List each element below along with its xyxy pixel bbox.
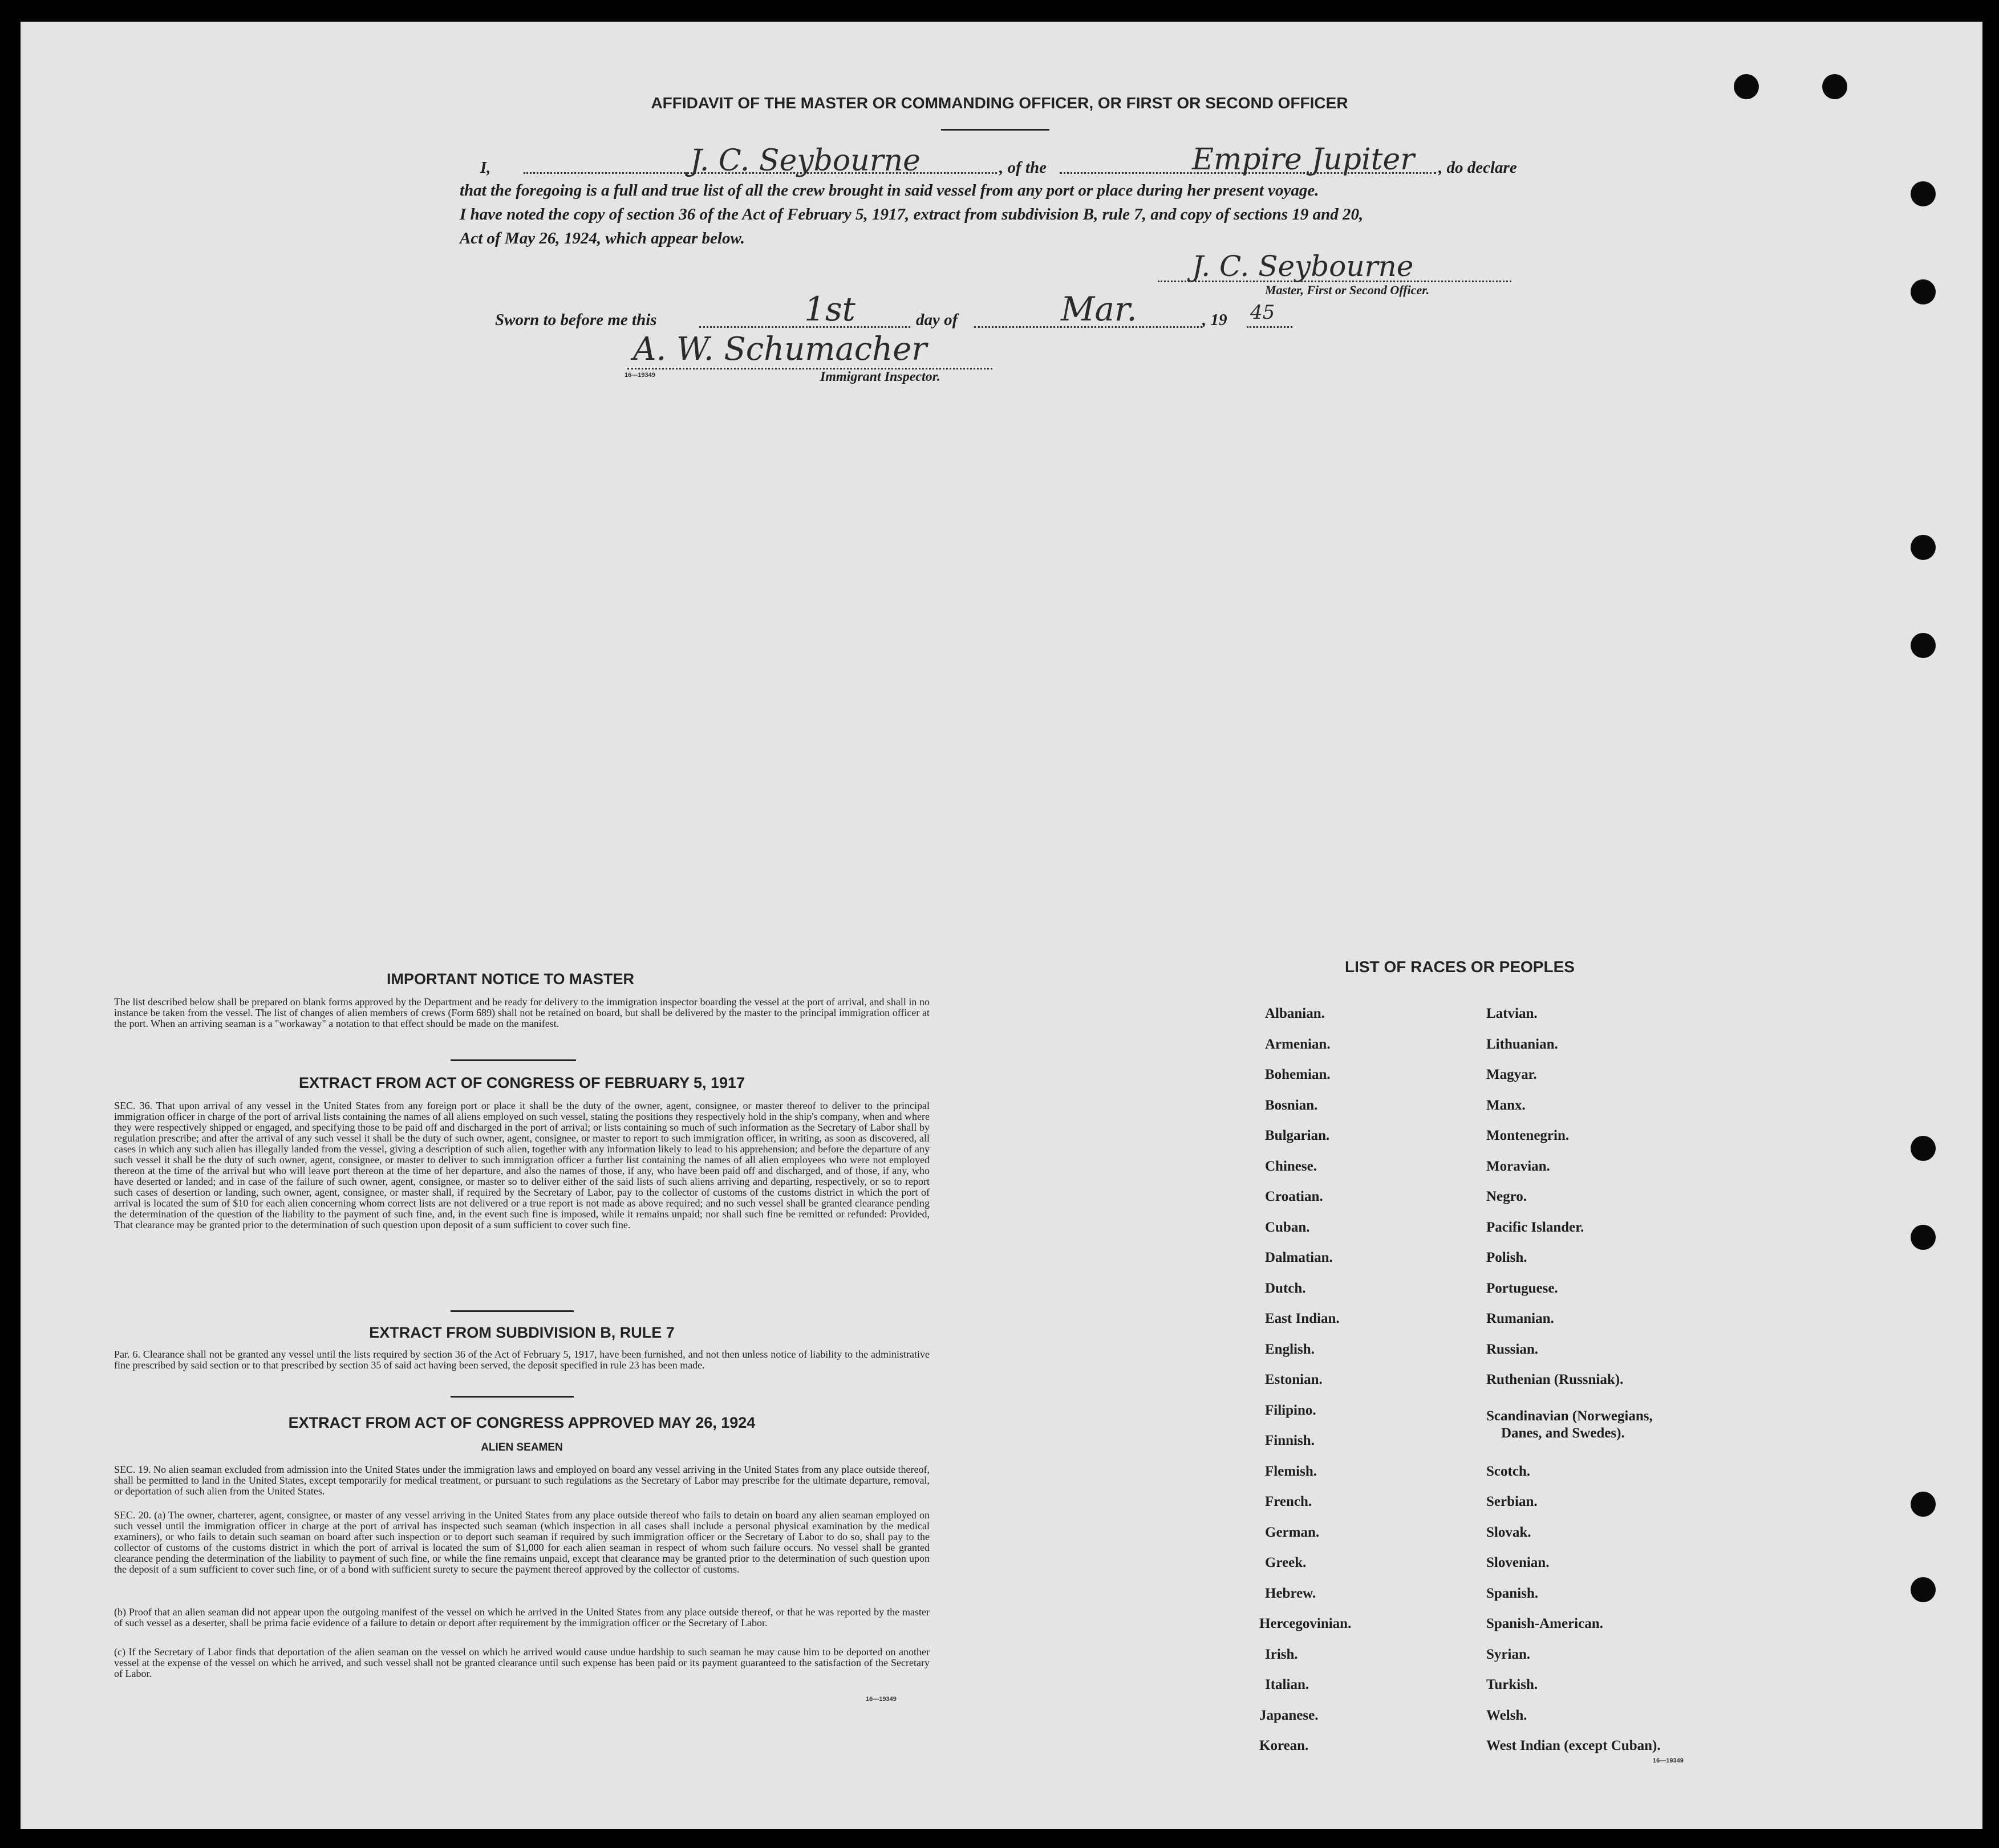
race-item: Manx.	[1486, 1097, 1526, 1113]
race-item: Ruthenian (Russniak).	[1486, 1372, 1624, 1387]
inspector-signature: A. W. Schumacher	[633, 331, 927, 368]
affidavit-line-3: I have noted the copy of section 36 of the Act of February 5, 1917, extract from subdivision B, rule 7, and copy of sections 19 and 20,	[460, 205, 1364, 224]
race-item: Cuban.	[1265, 1219, 1310, 1235]
affidavit-line-4: Act of May 26, 1924, which appear below.	[460, 229, 745, 247]
extract-1917-title: EXTRACT FROM ACT OF CONGRESS OF FEBRUARY 5, 1917	[298, 1074, 745, 1091]
race-item: West Indian (except Cuban).	[1486, 1738, 1661, 1753]
race-item: Montenegrin.	[1486, 1128, 1570, 1143]
race-item: East Indian.	[1265, 1311, 1340, 1326]
notice-text: The list described below shall be prepared on blank forms approved by the Department and be ready for delivery to the immigration inspector boarding the vessel at the port of arrival, and shall in no instance be taken from the vessel. The list of changes of alien members of crews (Form 689) shall not be retained on board, but shall be delivered by the master to the principal immigration officer at the port. When an arriving seaman is a "workaway" a notation to that effect should be made on the manifest.	[114, 996, 930, 1029]
master-caption: Master, First or Second Officer.	[1265, 283, 1430, 297]
race-item: Flemish.	[1265, 1463, 1317, 1479]
race-item: Hebrew.	[1265, 1585, 1316, 1601]
extract-rule7-divider	[451, 1396, 574, 1398]
race-item: German.	[1265, 1524, 1320, 1540]
binder-hole	[1911, 1136, 1936, 1161]
race-item: Filipino.	[1265, 1402, 1316, 1418]
race-item: Rumanian.	[1486, 1311, 1554, 1326]
extract-1924-sec20b: (b) Proof that an alien seaman did not appear upon the outgoing manifest of the vessel on which he arrived in the United States from any place outside thereof, or that he was reported by the master of such vessel as a deserter, shall be prima facie evidence of a failure to detain or deport after requirement by the immigration officer or the Secretary of Labor.	[114, 1606, 930, 1628]
race-item: Japanese.	[1259, 1707, 1319, 1723]
race-item: Italian.	[1265, 1677, 1309, 1692]
sworn-day: 1st	[804, 290, 855, 328]
binder-hole	[1911, 1577, 1936, 1602]
title-divider	[941, 129, 1049, 131]
extract-1924-sec19: SEC. 19. No alien seaman excluded from admission into the United States under the immigration laws and employed on board any vessel arriving in the United States from any place outside thereof, shall be permitted to land in the United States, except temporarily for medical treatment, or pursuant to such regulations as the Secretary of Labor may prescribe for the ultimate departure, removal, or deportation of such alien from the United States.	[114, 1464, 930, 1497]
race-item: Irish.	[1265, 1646, 1298, 1662]
extract-rule7-title: EXTRACT FROM SUBDIVISION B, RULE 7	[369, 1324, 675, 1341]
affidavit-form-number: 16—19349	[625, 372, 655, 379]
master-name: J. C. Seybourne	[690, 144, 921, 178]
race-item: Bosnian.	[1265, 1097, 1318, 1113]
race-item: Spanish.	[1486, 1585, 1539, 1601]
notice-divider	[451, 1059, 576, 1061]
extract-rule7-text: Par. 6. Clearance shall not be granted any vessel until the lists required by section 36 of the Act of February 5, 1917, have been furnished, and not then unless notice of liability to the administrative fine prescribed by said section or to that prescribed by section 35 of said act having been served, the deposit specified in rule 23 has been made.	[114, 1349, 930, 1371]
master-signature: J. C. Seybourne	[1192, 250, 1414, 283]
binder-hole	[1911, 633, 1936, 658]
race-item: Danes, and Swedes).	[1501, 1425, 1625, 1441]
binder-hole	[1911, 181, 1936, 206]
binder-hole	[1911, 279, 1936, 304]
race-item: Armenian.	[1265, 1036, 1331, 1052]
extract-1924-sec20c: (c) If the Secretary of Labor finds that deportation of the alien seaman on the vessel on which he arrived would cause undue hardship to such seaman he may cause him to be deported on another vessel at the expense of the vessel on which he arrived, and such vessel shall not be granted clearance until such expense has been paid or its payment guaranteed to the satisfaction of the Secretary of Labor.	[114, 1646, 930, 1679]
affidavit-i-label: I,	[480, 159, 491, 177]
binder-hole	[1911, 1225, 1936, 1250]
race-item: Slovenian.	[1486, 1555, 1550, 1570]
extract-1924-title: EXTRACT FROM ACT OF CONGRESS APPROVED MAY 26, 1924	[288, 1414, 756, 1431]
notice-title: IMPORTANT NOTICE TO MASTER	[387, 970, 634, 988]
race-item: Korean.	[1259, 1738, 1309, 1753]
affidavit-title: AFFIDAVIT OF THE MASTER OR COMMANDING OFFICER, OR FIRST OR SECOND OFFICER	[651, 94, 1348, 112]
race-item: Polish.	[1486, 1250, 1527, 1265]
race-item: Dalmatian.	[1265, 1250, 1333, 1265]
race-item: Russian.	[1486, 1341, 1539, 1357]
race-item: Spanish-American.	[1486, 1616, 1603, 1631]
race-item: Lithuanian.	[1486, 1036, 1558, 1052]
race-item: Portuguese.	[1486, 1280, 1558, 1296]
race-item: Hercegovinian.	[1259, 1616, 1352, 1631]
extract-1917-divider	[451, 1310, 574, 1312]
sworn-label: Sworn to before me this	[495, 311, 657, 329]
affidavit-line-2: that the foregoing is a full and true list of all the crew brought in said vessel from any port or place during her present voyage.	[460, 181, 1319, 200]
race-item: Bulgarian.	[1265, 1128, 1330, 1143]
race-item: Moravian.	[1486, 1158, 1550, 1174]
binder-hole	[1911, 535, 1936, 560]
race-item: Finnish.	[1265, 1433, 1315, 1448]
extract-form-number: 16—19349	[866, 1696, 897, 1703]
race-item: Estonian.	[1265, 1372, 1323, 1387]
race-item: Welsh.	[1486, 1707, 1527, 1723]
year-prefix: , 19	[1202, 311, 1227, 329]
race-item: Latvian.	[1486, 1006, 1538, 1021]
race-item: Dutch.	[1265, 1280, 1306, 1296]
race-item: Croatian.	[1265, 1189, 1323, 1204]
race-item: Scotch.	[1486, 1463, 1531, 1479]
vessel-name: Empire Jupiter	[1192, 143, 1415, 177]
binder-hole	[1911, 1492, 1936, 1517]
race-item: Chinese.	[1265, 1158, 1317, 1174]
race-item: Turkish.	[1486, 1677, 1538, 1692]
master-signature-line	[1158, 281, 1511, 282]
race-item: Scandinavian (Norwegians,	[1486, 1408, 1653, 1424]
sworn-month: Mar.	[1061, 290, 1137, 328]
race-item: English.	[1265, 1341, 1315, 1357]
of-the-label: , of the	[999, 159, 1047, 177]
race-item: Magyar.	[1486, 1067, 1537, 1082]
race-item: Syrian.	[1486, 1646, 1531, 1662]
race-item: Slovak.	[1486, 1524, 1531, 1540]
races-form-number: 16—19349	[1653, 1757, 1684, 1764]
races-title: LIST OF RACES OR PEOPLES	[1345, 958, 1575, 976]
year-suffix: 45	[1250, 301, 1275, 324]
race-item: French.	[1265, 1494, 1312, 1509]
day-of-label: day of	[916, 311, 958, 329]
inspector-caption: Immigrant Inspector.	[820, 369, 940, 384]
extract-1924-sec20a: SEC. 20. (a) The owner, charterer, agent, consignee, or master of any vessel arriving in the United States from any place outside thereof who fails to detain on board any alien seaman employed on such vessel until the immigration officer in charge at the port of arrival has inspected such seaman (which inspection in all cases shall include a personal physical examination by the medical examiners), or who fails to detain such seaman on board after such inspection or to deport such seaman if required by such immigration officer or the Secretary of Labor to do so, shall pay to the collector of customs of the customs district in which the port of arrival is located the sum of $1,000 for each alien seaman in respect of whom such failure occurs. No vessel shall be granted clearance pending the determination of the liability to payment of such fine, or while the fine remains unpaid, except that clearance may be granted prior to the determination of such question upon the deposit of a sum sufficient to cover such fine, or of a bond with sufficient surety to secure the payment thereof approved by the collector of customs.	[114, 1509, 930, 1575]
race-item: Negro.	[1486, 1189, 1527, 1204]
year-line	[1247, 326, 1292, 328]
race-item: Albanian.	[1265, 1006, 1325, 1021]
extract-1924-subtitle: ALIEN SEAMEN	[481, 1441, 563, 1453]
race-item: Greek.	[1265, 1555, 1307, 1570]
race-item: Bohemian.	[1265, 1067, 1331, 1082]
declare-label: , do declare	[1438, 159, 1517, 177]
race-item: Pacific Islander.	[1486, 1219, 1584, 1235]
extract-1917-text: SEC. 36. That upon arrival of any vessel in the United States from any foreign port or place it shall be the duty of the owner, agent, consignee, or master thereof to deliver to the principal immigration officer in charge of the port of arrival lists containing the names of all aliens employed on such vessel, stating the positions they respectively hold in the ship's company, when and where they were respectively shipped or engaged, and specifying those to be paid off and discharged in the port of arrival; or lists containing so much of such information as the Secretary of Labor shall by regulation prescribe; and after the arrival of any such vessel it shall be the duty of such owner, agent, consignee, or master to report to such immigration officer, in writing, as soon as discovered, all cases in which any such alien has illegally landed from the vessel, giving a description of such alien, together with any information likely to lead to his apprehension; and before the departure of any such vessel it shall be the duty of such owner, agent, consignee, or master to deliver to such immigration officer a further list containing the names of all alien employees who were not employed thereon at the time of the arrival but who will leave port thereon at the time of her departure, and also the names of those, if any, who have been paid off and discharged, and of those, if any, who have deserted or landed; and in case of the failure of such owner, agent, consignee, or master so to deliver either of the said lists of such aliens arriving and departing, respectively, or so to report such cases of desertion or landing, such owner, agent, consignee, or master shall, if required by the Secretary of Labor, pay to the collector of customs of the customs district in which the port of arrival is located the sum of $10 for each alien concerning whom correct lists are not delivered or a true report is not made as above required; and no such vessel shall be granted clearance pending the determination of the question of the liability to the payment of such fine, and, in the event such fine is imposed, while it remains unpaid; nor shall such fine be remitted or refunded: Provided, That clearance may be granted prior to the determination of such question upon deposit of a sum sufficient to cover such fine.	[114, 1100, 930, 1230]
race-item: Serbian.	[1486, 1494, 1538, 1509]
